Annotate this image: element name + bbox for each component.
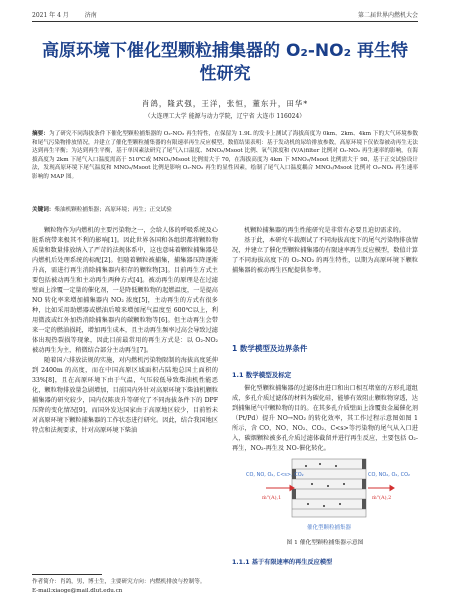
author-info: 作者简介：肖鸽，男，博士生，主要研究方向：内燃机排放与控制等。 — [32, 579, 206, 585]
keywords-text: 柴油机颗粒捕集器；高原环境；再生；正交试验 — [54, 207, 172, 213]
outlet-species-label: CO, NO₂, O₂, CO₂ — [368, 472, 411, 478]
section-heading-1-1: 1.1 数学模型及标定 — [232, 371, 292, 379]
abstract-label: 摘要： — [32, 131, 49, 137]
author-list: 肖鸽，隆武强，王洋，张恒，董东升，田华* — [141, 99, 309, 108]
section-1-1-text: 催化型颗粒捕集器的过滤体由进口和出口相互堵塞的方形孔道组成，多孔介质过滤体的材料为碳化硅，能够有效阻止颗粒物穿透，达到捕集尾气中颗粒物的目的。在其多孔介质壁面上涂覆贵金属催化剂（Pt/Pd）提升 NO→NO₂ 的转化效率，其工作过程示意图如图 1 所示，含 CO、NO、NO₂、CO₂、C<s>等污染物的尾气从入口进入，碳烟颗粒被多孔介质过滤体截留并进行再生反应，主要包括 O₂-再生，NO₂-再生及 NO-催化转化。 — [232, 385, 418, 452]
left-paragraph-2: 随着国六排放法规的实施，对内燃机污染物限制的海拔高度延伸到 2400m 的高度，而在中国高原区域面积占陆地总国土面积的 33%[8]，且在高原环境下由于气温，气压较低导致柴油机性能恶化，颗粒物排放量急剧增加，目前国内外针对高原环境下柴油机颗粒捕集器的研究较少，国内仅陈贵升等研究了不同海拔条件下的 DPF 压降的变化情况[9]，而国外发达国家由于高原地区较少，目前暂未对高原环境下颗粒捕集器的工作状态进行研究。因此，结合我国地区特点和法规要求，针对高原环境下柴油 — [32, 357, 218, 434]
keywords — [32, 205, 418, 213]
header-city: 济南 — [84, 11, 97, 19]
footnote — [32, 578, 418, 596]
dpf-figure — [244, 455, 414, 533]
right-column-intro — [232, 226, 418, 276]
dpf-diagram — [244, 455, 414, 533]
right-paragraph-1: 机颗粒捕集器的再生性能研究是非常有必要且迫切需求的。 — [244, 227, 405, 234]
header-conference: 第二届世界内燃机大会 — [357, 11, 418, 19]
title-line-1: 高原环境下催化型颗粒捕集器的 O₂-NO₂ 再生特 — [42, 41, 408, 61]
outlet-flow-label: ṁ"(A),2 — [372, 495, 392, 501]
header-divider — [32, 21, 418, 22]
left-paragraph-1: 颗粒物作为内燃机的主要污染物之一，会给人体的呼吸系统及心脏系统带来极其不利的影响[1]。因此世界各国和各组织都将颗粒物质量和数量排放纳入了严苛的法规体系中，这也意味着颗粒捕集器是内燃机后处理系统的标配[2]。但随着颗粒被捕集，捕集器压降逐渐升高，需进行再生消除捕集器内积存的颗粒物[3]。目前再生方式主要包括被动再生和主动再生两种方式[4]。被动再生的原理是在过滤壁面上涂覆一定量的催化剂，一是降低颗粒物的起燃温度，一是提高 NO 转化率来增加捕集器内 NO₂ 浓度[5]，主动再生的方式有很多种，比如采用助燃器或燃油后喷来增加尾气温度至 600℃以上，利用微波或红外加热消除捕集器内的碳颗粒物等[6]。但主动再生会带来一定的燃油损耗，增加再生成本，且主动再生频率过高会导致过滤体出现热裂损等现象，因此目前最常用的再生方式是：以 O₂-NO₂ 被动再生为主，稍微结合部分主动再生[7]。 — [32, 227, 218, 354]
section-heading-1-1-1: 1.1.1 基于有限速率的再生反应模型 — [232, 559, 333, 566]
header-date: 2021 年 4 月 — [32, 11, 69, 19]
footnote-divider — [32, 574, 102, 575]
figure-caption: 图 1 催化型颗粒捕集器示意图 — [286, 540, 364, 546]
inlet-flow-label: ṁ"(A),1 — [262, 495, 282, 501]
filter-body — [292, 459, 366, 517]
author-email: E-mail:xiaoge@mail.dlut.edu.cn — [32, 588, 123, 594]
affiliation: （大连理工大学 能源与动力学院，辽宁省 大连市 116024） — [144, 113, 306, 120]
paper-title — [30, 40, 420, 86]
filter-label: 催化型颗粒捕集器 — [306, 525, 352, 531]
section-heading-1: 1 数学模型及边界条件 — [232, 344, 308, 353]
title-line-2: 性研究 — [199, 64, 251, 84]
left-column — [32, 226, 218, 436]
header-left — [32, 10, 111, 19]
inlet-species-label: CO, NO, O₂, C<s>, CO₂ — [246, 472, 304, 478]
keywords-label: 关键词： — [32, 207, 55, 213]
abstract — [32, 130, 418, 182]
right-paragraph-2: 基于此，本研究车载测试了不同海拔高度下的尾气污染物排放情况，并建立了催化型颗粒捕集器的有限速率再生反应模型，数值计算了不同海拔高度下的 O₂-NO₂ 的再生特性，以期为高原环境下颗粒捕集器的被动再生匹配提供参考。 — [232, 237, 418, 274]
page-header — [32, 8, 418, 20]
abstract-text: 为了研究不同海拔条件下催化型颗粒捕集器的 O₂-NO₂ 再生特性，在保留为 1.9L 的发卡上测试了海拔高度为 0km、2km、4km 下的大气环境参数和尾气污染物排放情况，并建立了催化型颗粒捕集器的有限速率再生反应模型，数值结果表明：基于发动机的尿给排放参数，高原环境下仅依靠被动再生无法达到再生平衡；为达到再生平衡，基于单因素法研究了尾气入口温度、MNO₂/Msoot 比例、氧气浓度和 (V/A)filter 比例对 O₂-NO₂ 再生速率的影响，在海拔高度为 2km 下尾气入口温度需高于 510℃或 MNO₂/Msoot 比例需大于 70，在海拔高度为 4km 下 MNO₂/Msoot 比例需大于 98，基于正交试验设计法，发现高原环境下尾气温度和 MNO₂/Msoot 比例是影响 O₂-NO₂ 再生的显性因素，绘制了尾气入口温度耦合 MNO₂/Msoot 比例对 O₂-NO₂ 再生速率影响的 MAP 图。 — [32, 131, 418, 180]
